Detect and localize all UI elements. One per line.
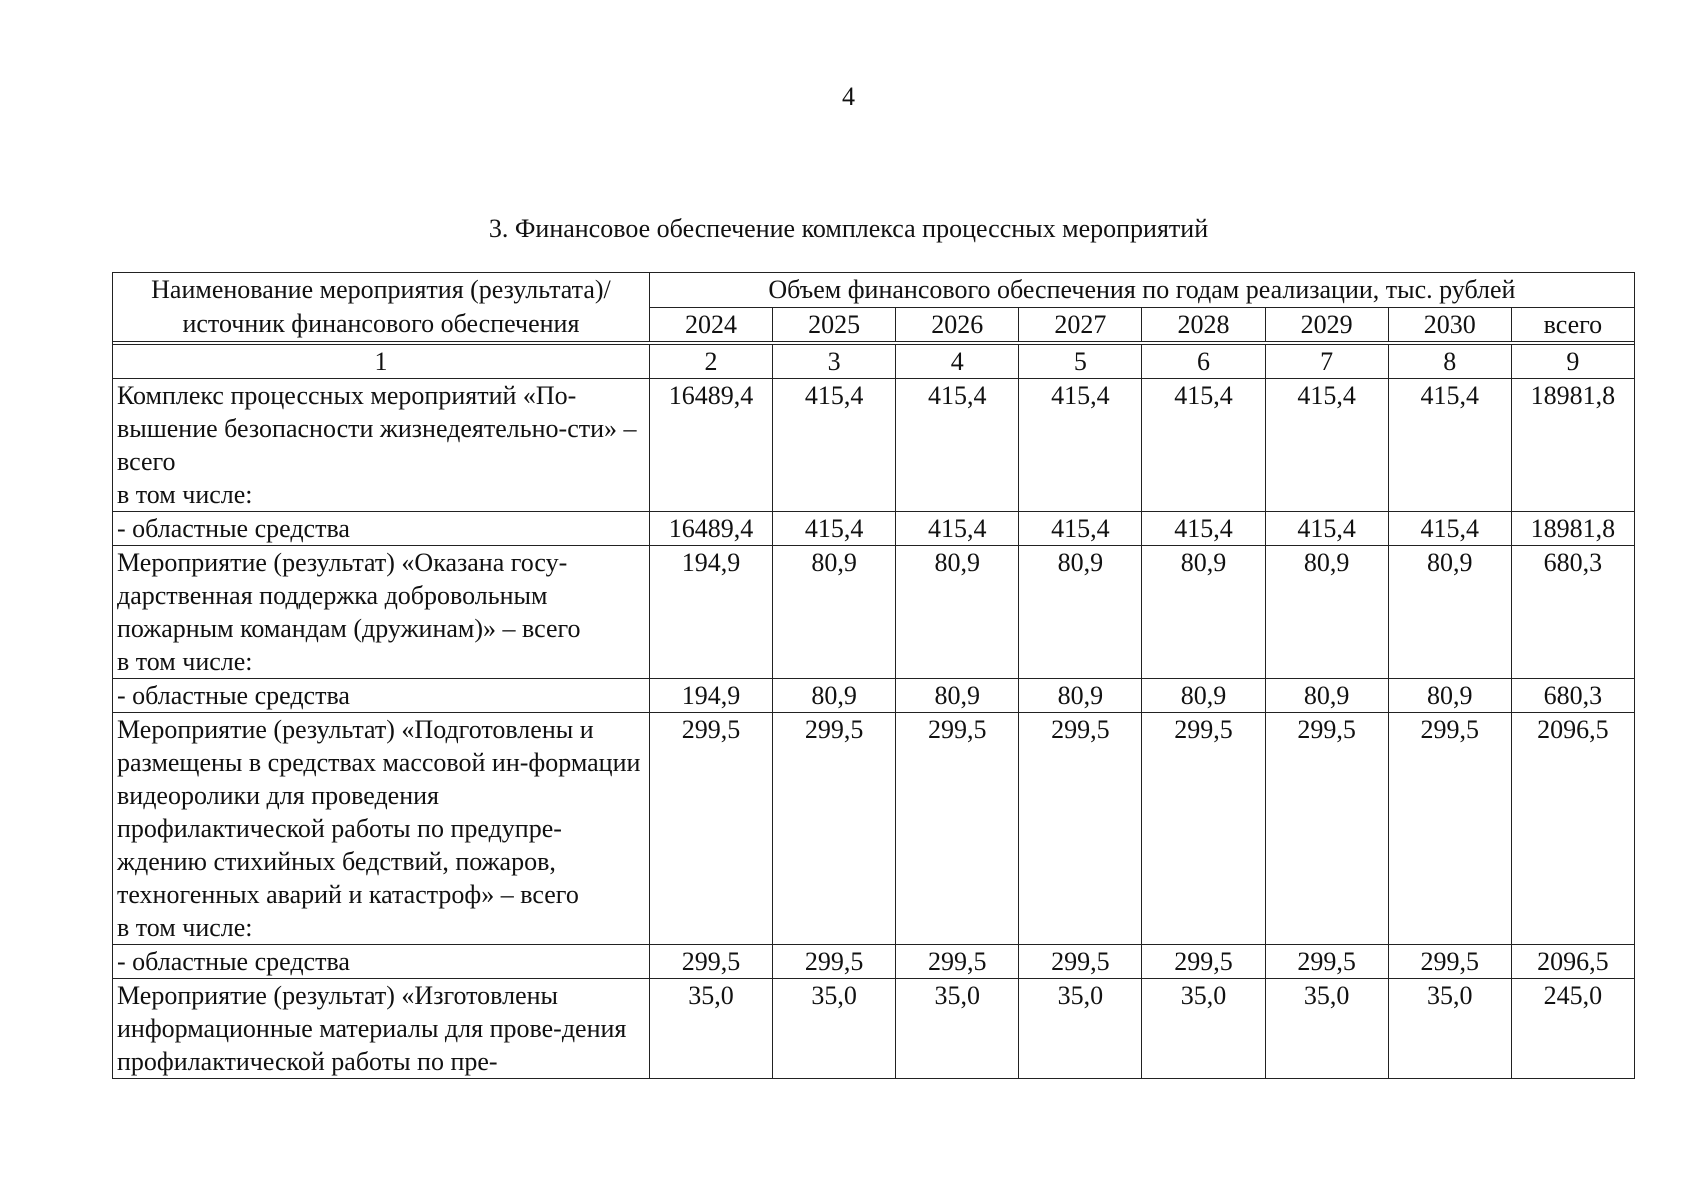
- table-row: [113, 979, 1635, 1079]
- column-number: 4: [896, 345, 1019, 379]
- row-year-value: 299,5: [649, 945, 772, 979]
- row-year-value: 299,5: [1388, 713, 1511, 945]
- page-number: 4: [842, 82, 855, 111]
- table-row: [113, 379, 1635, 512]
- table-row: [113, 512, 1635, 546]
- year-header: 2029: [1265, 307, 1388, 342]
- name-header-line1: Наименование мероприятия (результата)/: [151, 275, 611, 304]
- row-year-value: 80,9: [896, 546, 1019, 679]
- year-header: 2028: [1142, 307, 1265, 342]
- row-year-value: 415,4: [896, 512, 1019, 546]
- row-year-value: 299,5: [1142, 713, 1265, 945]
- row-year-value: 16489,4: [649, 379, 772, 512]
- column-number: 9: [1511, 345, 1634, 379]
- row-year-value: 80,9: [773, 546, 896, 679]
- row-year-value: 80,9: [1388, 546, 1511, 679]
- row-year-value: 299,5: [1019, 713, 1142, 945]
- section-title: 3. Финансовое обеспечение комплекса процессных мероприятий: [488, 214, 1209, 243]
- row-total-value: 680,3: [1511, 546, 1634, 679]
- row-name: - областные средства: [113, 679, 650, 713]
- year-header: 2025: [773, 307, 896, 342]
- row-year-value: 35,0: [649, 979, 772, 1079]
- column-number: 2: [649, 345, 772, 379]
- year-header: 2026: [896, 307, 1019, 342]
- row-year-value: 80,9: [1019, 679, 1142, 713]
- row-name: Мероприятие (результат) «Подготовлены и размещены в средствах массовой ин-формации видеоролики для проведения профилактической работы по предупре-ждению стихийных бедствий, пожаров, техногенных аварий и катастроф» – всего в том числе:: [113, 713, 650, 945]
- row-year-value: 415,4: [1142, 512, 1265, 546]
- row-year-value: 80,9: [1142, 546, 1265, 679]
- column-number-row: [113, 345, 1635, 379]
- row-name: Комплекс процессных мероприятий «По-вышение безопасности жизнедеятельно-сти» – всего в том числе:: [113, 379, 650, 512]
- table-body: [113, 379, 1635, 1079]
- year-header: 2030: [1388, 307, 1511, 342]
- row-year-value: 415,4: [1142, 379, 1265, 512]
- financing-table: [112, 272, 1635, 1079]
- row-year-value: 299,5: [896, 945, 1019, 979]
- header-row-1: [113, 273, 1635, 308]
- row-year-value: 415,4: [1019, 379, 1142, 512]
- row-year-value: 299,5: [1388, 945, 1511, 979]
- funding-group-header: Объем финансового обеспечения по годам реализации, тыс. рублей: [649, 273, 1634, 308]
- row-year-value: 415,4: [1388, 512, 1511, 546]
- name-column-header: [113, 273, 650, 342]
- name-header-line2: источник финансового обеспечения: [182, 309, 580, 338]
- row-year-value: 299,5: [773, 713, 896, 945]
- row-year-value: 80,9: [1019, 546, 1142, 679]
- column-number: 1: [113, 345, 650, 379]
- row-name: Мероприятие (результат) «Оказана госу-дарственная поддержка добровольным пожарным командам (дружинам)» – всего в том числе:: [113, 546, 650, 679]
- row-year-value: 35,0: [1142, 979, 1265, 1079]
- row-year-value: 35,0: [1265, 979, 1388, 1079]
- row-total-value: 18981,8: [1511, 379, 1634, 512]
- column-number: 3: [773, 345, 896, 379]
- row-total-value: 2096,5: [1511, 713, 1634, 945]
- row-year-value: 80,9: [1265, 679, 1388, 713]
- row-year-value: 415,4: [1019, 512, 1142, 546]
- row-year-value: 299,5: [773, 945, 896, 979]
- year-header: 2024: [649, 307, 772, 342]
- row-year-value: 35,0: [1019, 979, 1142, 1079]
- row-year-value: 35,0: [896, 979, 1019, 1079]
- row-total-value: 18981,8: [1511, 512, 1634, 546]
- column-number: 5: [1019, 345, 1142, 379]
- row-total-value: 245,0: [1511, 979, 1634, 1079]
- row-name: Мероприятие (результат) «Изготовлены информационные материалы для прове-дения профилактической работы по пре-: [113, 979, 650, 1079]
- row-year-value: 299,5: [1142, 945, 1265, 979]
- table-row: [113, 546, 1635, 679]
- row-year-value: 35,0: [773, 979, 896, 1079]
- row-year-value: 415,4: [773, 379, 896, 512]
- row-total-value: 680,3: [1511, 679, 1634, 713]
- row-year-value: 299,5: [896, 713, 1019, 945]
- row-name: - областные средства: [113, 945, 650, 979]
- column-number: 6: [1142, 345, 1265, 379]
- total-header: всего: [1511, 307, 1634, 342]
- row-year-value: 415,4: [896, 379, 1019, 512]
- table-row: [113, 679, 1635, 713]
- row-year-value: 299,5: [1265, 713, 1388, 945]
- row-year-value: 80,9: [773, 679, 896, 713]
- row-year-value: 415,4: [1265, 379, 1388, 512]
- row-year-value: 80,9: [1142, 679, 1265, 713]
- column-number: 7: [1265, 345, 1388, 379]
- row-year-value: 415,4: [1265, 512, 1388, 546]
- column-number: 8: [1388, 345, 1511, 379]
- row-year-value: 35,0: [1388, 979, 1511, 1079]
- row-year-value: 415,4: [1388, 379, 1511, 512]
- row-year-value: 80,9: [896, 679, 1019, 713]
- row-year-value: 80,9: [1265, 546, 1388, 679]
- row-year-value: 194,9: [649, 679, 772, 713]
- year-header: 2027: [1019, 307, 1142, 342]
- table-row: [113, 945, 1635, 979]
- row-year-value: 194,9: [649, 546, 772, 679]
- row-name: - областные средства: [113, 512, 650, 546]
- row-year-value: 80,9: [1388, 679, 1511, 713]
- row-total-value: 2096,5: [1511, 945, 1634, 979]
- table-row: [113, 713, 1635, 945]
- row-year-value: 415,4: [773, 512, 896, 546]
- row-year-value: 299,5: [1265, 945, 1388, 979]
- row-year-value: 299,5: [649, 713, 772, 945]
- row-year-value: 299,5: [1019, 945, 1142, 979]
- row-year-value: 16489,4: [649, 512, 772, 546]
